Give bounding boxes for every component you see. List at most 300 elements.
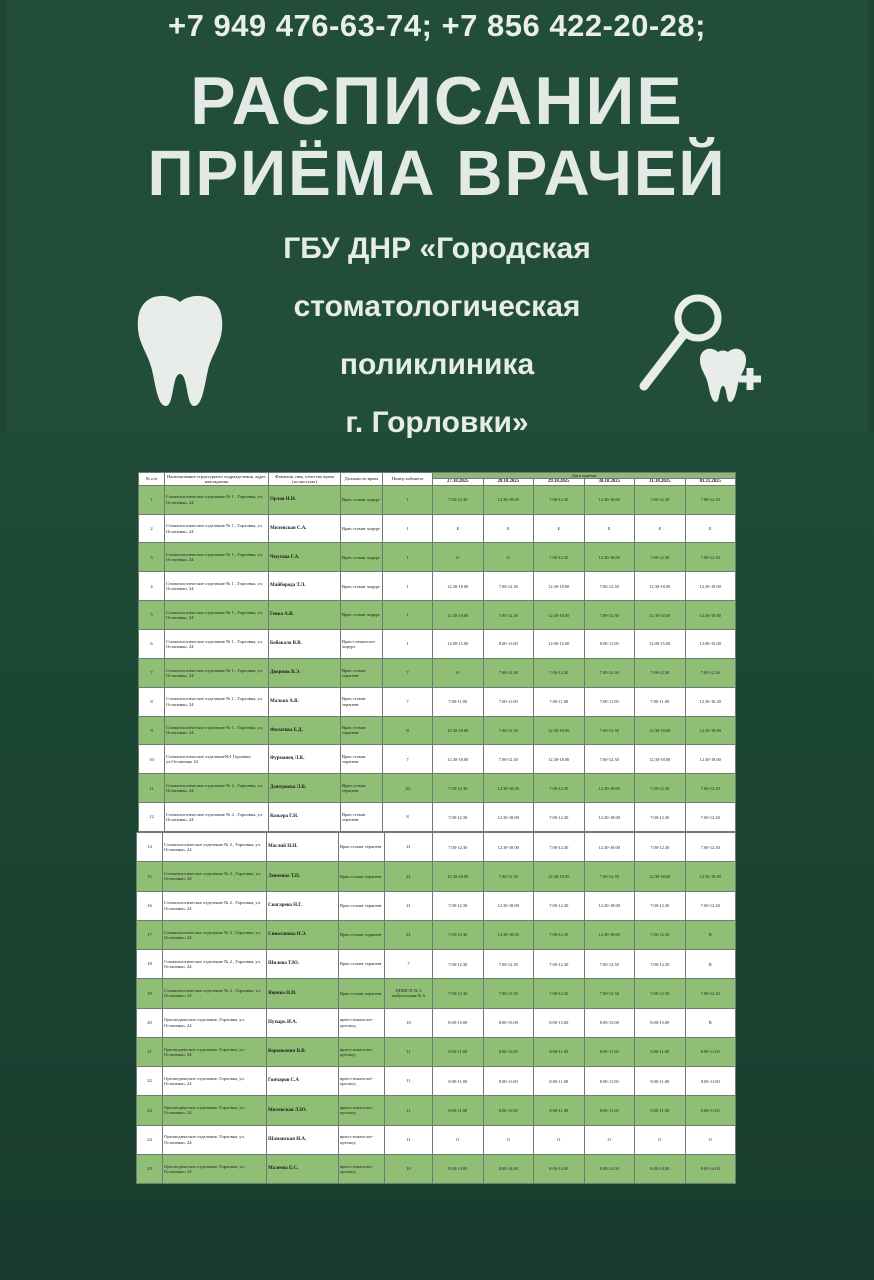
table-row: [139, 716, 736, 745]
row-department: Стоматологическое отделение № 2 , Горловка, ул. Остапенко, 24: [163, 950, 267, 979]
row-slot: 7.00-12.30: [584, 658, 635, 687]
row-slot: 8.00-14.00: [483, 1154, 534, 1183]
row-slot: 12.30-18.00: [635, 716, 686, 745]
row-slot: 7.00-12.30: [685, 803, 736, 832]
row-position: врач-стоматолог-ортопед: [339, 1154, 385, 1183]
row-slot: 7.00-12.30: [635, 920, 686, 949]
row-slot: 12.30-18.00: [433, 745, 484, 774]
row-number: 11: [139, 774, 165, 803]
row-slot: О: [433, 658, 484, 687]
row-room: 21: [385, 833, 433, 862]
row-room: 8: [383, 716, 433, 745]
row-slot: 7.00-12.30: [635, 891, 686, 920]
row-slot: 8.00-14.00: [433, 1154, 484, 1183]
row-slot: 7.00-12.30: [534, 920, 585, 949]
table-row: [139, 803, 736, 832]
row-slot: 8.00-11.00: [685, 1096, 736, 1125]
row-slot: 8.00-15.00: [483, 1008, 534, 1037]
row-slot: 12.30-18.00: [534, 572, 585, 601]
row-room: 7: [385, 950, 433, 979]
row-number: 8: [139, 687, 165, 716]
table-row: [137, 950, 736, 979]
row-room: 11: [385, 1125, 433, 1154]
row-slot: 8.00-11.00: [685, 1037, 736, 1066]
page-title-line2: ПРИЁМА ВРАЧЕЙ: [147, 137, 727, 209]
row-slot: 12.30-18.00: [433, 716, 484, 745]
col-header-dept: Наименование структурного подразделения, адрес нахождения: [165, 473, 269, 486]
row-slot: 7.00-12.30: [685, 543, 736, 572]
row-slot: 7.00-11.00: [433, 687, 484, 716]
row-department: Стоматологическое отделение № 1 , Горловка, ул. Остапенко, 24: [165, 543, 269, 572]
row-department: Стоматологическое отделение№1 Горловка ул.Остапенко 24: [165, 745, 269, 774]
row-position: Врач стомат хирург: [341, 485, 383, 514]
row-slot: 8.00-15.00: [635, 1008, 686, 1037]
row-department: Стоматологическое отделение № 2 , Горловка, ул. Остапенко, 24: [163, 862, 267, 891]
row-slot: 7.00-12.30: [433, 891, 484, 920]
row-position: Врач стомат хирург: [341, 514, 383, 543]
row-slot: 8.00-11.00: [635, 1096, 686, 1125]
row-doctor-name: Синолапова Н.Э.: [267, 920, 339, 949]
row-slot: 12.30-18.00: [584, 774, 635, 803]
row-position: врач-стоматолог-ортопед: [339, 1096, 385, 1125]
row-slot: Б: [433, 514, 484, 543]
row-room: 21: [385, 891, 433, 920]
row-doctor-name: Шилова Т.Ю.: [267, 950, 339, 979]
row-room: 11: [385, 1037, 433, 1066]
row-slot: 12.00-15.00: [534, 630, 585, 659]
row-number: 5: [139, 601, 165, 630]
row-slot: 8.00-14.00: [685, 1154, 736, 1183]
table-row: [139, 572, 736, 601]
row-slot: 12.30-18.00: [635, 862, 686, 891]
table-row: [137, 1037, 736, 1066]
row-department: Стоматологическое отделение № 2 , Горловка, ул. Остапенко, 24: [163, 833, 267, 862]
row-slot: Б: [483, 514, 534, 543]
schedule-table-part1: [138, 472, 736, 832]
row-slot: 7.00-12.30: [534, 833, 585, 862]
table-row: [139, 658, 736, 687]
row-number: 25: [137, 1154, 163, 1183]
row-number: 23: [137, 1096, 163, 1125]
row-slot: 8.00-14.00: [534, 1154, 585, 1183]
row-slot: 7.00-12.30: [584, 716, 635, 745]
row-slot: 7.00-11.00: [584, 687, 635, 716]
date-header: 28.10.2025: [483, 479, 534, 486]
row-position: врач-стоматолог-ортопед: [339, 1125, 385, 1154]
row-slot: 12.30-18.00: [685, 716, 736, 745]
row-slot: О: [433, 1125, 484, 1154]
row-slot: 7.00-12.30: [483, 862, 534, 891]
date-header: 31.10.2025: [635, 479, 686, 486]
row-slot: 12.30-18.00: [534, 862, 585, 891]
row-slot: 12.30-18.00: [483, 803, 534, 832]
row-slot: 8.00-11.00: [483, 1067, 534, 1096]
col-header-num: № п/п: [139, 473, 165, 486]
row-slot: 7.00-12.30: [433, 485, 484, 514]
row-slot: 7.00-12.30: [534, 891, 585, 920]
org-line: г. Горловки»: [345, 406, 529, 439]
table-row: [139, 543, 736, 572]
row-position: Врач-стоматолог-хирург: [341, 630, 383, 659]
row-department: Стоматологическое отделение № 2 , Горловка, ул. Остапенко, 24: [165, 803, 269, 832]
row-slot: 7.00-12.30: [635, 950, 686, 979]
phone-numbers: +7 949 476-63-74; +7 856 422-20-28;: [167, 8, 706, 43]
col-header-position: Должность врача: [341, 473, 383, 486]
row-position: Врач стомат терапевт: [339, 950, 385, 979]
table-row: [137, 1096, 736, 1125]
row-department: Ортопедическое отделение, Горловка, ул. Остапенко, 24: [163, 1154, 267, 1183]
row-slot: 7.00-12.30: [685, 774, 736, 803]
table-row: [137, 920, 736, 949]
row-number: 9: [139, 716, 165, 745]
row-slot: 8.00-11.00: [433, 1067, 484, 1096]
row-doctor-name: Маслий Н.Н.: [267, 833, 339, 862]
row-slot: 12.30-18.00: [685, 862, 736, 891]
row-slot: 7.00-12.30: [584, 862, 635, 891]
row-doctor-name: Яценко Н.И.: [267, 979, 339, 1008]
row-position: врач-стоматолог-ортопед: [339, 1067, 385, 1096]
row-slot: 7.00-12.30: [483, 716, 534, 745]
col-header-room: Номер кабинета: [383, 473, 433, 486]
row-doctor-name: Милевская С.А.: [269, 514, 341, 543]
row-slot: В: [685, 1008, 736, 1037]
row-number: 14: [137, 833, 163, 862]
table-row: [139, 630, 736, 659]
row-number: 21: [137, 1037, 163, 1066]
row-slot: О: [635, 1125, 686, 1154]
row-slot: 12.30-18.00: [534, 745, 585, 774]
row-department: Стоматологическое отделение № 1 , Горловка, ул. Остапенко, 24: [165, 687, 269, 716]
table-row: [139, 687, 736, 716]
row-slot: 12.30-18.00: [584, 543, 635, 572]
org-line: поликлиника: [339, 348, 535, 381]
row-number: 6: [139, 630, 165, 659]
date-header: 01.11.2025: [685, 479, 736, 486]
row-number: 24: [137, 1125, 163, 1154]
row-number: 2: [139, 514, 165, 543]
row-position: Врач стомат терапевт: [339, 891, 385, 920]
row-slot: 7.00-11.00: [483, 687, 534, 716]
row-room: 20: [383, 774, 433, 803]
row-slot: О: [534, 1125, 585, 1154]
row-slot: 8.00-11.00: [584, 1067, 635, 1096]
row-slot: 12.30-18.00: [433, 601, 484, 630]
row-slot: 12.30-18.00: [534, 601, 585, 630]
row-slot: 7.00-12.30: [483, 950, 534, 979]
row-position: Врач стомат хирург: [341, 572, 383, 601]
row-department: Стоматологическое отделение № 1 , Горловка, ул. Остапенко, 24: [165, 630, 269, 659]
row-room: 1: [383, 572, 433, 601]
row-slot: 7.00-12.30: [483, 658, 534, 687]
row-slot: 7.00-12.30: [433, 920, 484, 949]
row-slot: 7.00-12.30: [635, 803, 686, 832]
tooth-icon: [130, 290, 230, 410]
row-department: Ортопедическое отделение, Горловка, ул. Остапенко, 24: [163, 1096, 267, 1125]
table-row: [137, 833, 736, 862]
row-slot: 7.00-12.30: [534, 658, 585, 687]
row-slot: 7.00-12.30: [635, 485, 686, 514]
row-room: 10: [385, 1154, 433, 1183]
row-slot: Б: [584, 514, 635, 543]
page-title-line1: РАСПИСАНИЕ: [190, 63, 684, 139]
row-slot: В: [685, 950, 736, 979]
row-room: 11: [385, 1096, 433, 1125]
row-slot: 7.00-12.30: [584, 950, 635, 979]
row-doctor-name: Гевка А.В.: [269, 601, 341, 630]
row-room: 10: [385, 1008, 433, 1037]
row-slot: 12.30-18.00: [433, 862, 484, 891]
row-slot: 7.00-12.30: [534, 485, 585, 514]
row-slot: 7.00-12.30: [635, 658, 686, 687]
row-slot: 7.00-12.30: [433, 774, 484, 803]
table-row: [137, 1125, 736, 1154]
row-slot: 7.00-12.30: [534, 979, 585, 1008]
row-room: 11: [385, 1067, 433, 1096]
row-doctor-name: Левченко Т.П.: [267, 862, 339, 891]
row-position: Врач стомат терапевт: [341, 745, 383, 774]
row-doctor-name: Майборода Т.Л.: [269, 572, 341, 601]
table-row: [139, 485, 736, 514]
table-row: [137, 1067, 736, 1096]
row-position: врач-стоматолог-ортопед: [339, 1037, 385, 1066]
row-number: 18: [137, 950, 163, 979]
row-position: Врач стомат терапевт: [341, 687, 383, 716]
row-slot: 12.30-18.00: [483, 920, 534, 949]
row-slot: 7.00-12.30: [534, 950, 585, 979]
row-slot: 12.30-18.00: [483, 774, 534, 803]
row-slot: 7.00-12.30: [635, 774, 686, 803]
row-number: 15: [137, 862, 163, 891]
row-department: Стоматологическое отделение № 1 , Горловка, ул. Остапенко, 24: [165, 572, 269, 601]
row-slot: 7.00-12.30: [433, 979, 484, 1008]
row-slot: 12.30-18.00: [433, 572, 484, 601]
row-slot: 7.00-12.30: [534, 803, 585, 832]
row-slot: 8.00-11.00: [635, 1037, 686, 1066]
row-room: 21: [385, 920, 433, 949]
row-doctor-name: Филатова Е.Д.: [269, 716, 341, 745]
row-department: Ортопедическое отделение, Горловка, ул. Остапенко, 24: [163, 1008, 267, 1037]
row-slot: 12.00-15.00: [685, 630, 736, 659]
row-doctor-name: Шаманская И.А.: [267, 1125, 339, 1154]
row-slot: 8.00-11.00: [584, 630, 635, 659]
row-slot: 12.30-18.00: [483, 891, 534, 920]
row-position: Врач стомат терапевт: [341, 803, 383, 832]
row-doctor-name: Гончаров С.А: [267, 1067, 339, 1096]
row-slot: 12.30-18.00: [685, 572, 736, 601]
row-department: Стоматологическое отделение № 2 , Горловка, ул. Остапенко, 24: [165, 774, 269, 803]
row-slot: 8.00-15.00: [534, 1008, 585, 1037]
row-position: Врач стомат терапевт: [341, 774, 383, 803]
row-department: Стоматологическое отделение № 1 , Горловка, ул. Остапенко, 24: [165, 601, 269, 630]
row-slot: 8.00-11.00: [483, 1096, 534, 1125]
row-room: 1: [383, 630, 433, 659]
row-number: 16: [137, 891, 163, 920]
row-slot: 12.30-18.00: [635, 601, 686, 630]
row-number: 22: [137, 1067, 163, 1096]
row-department: Стоматологическое отделение № 2 , Горловка, ул. Остапенко, 24: [163, 891, 267, 920]
row-position: Врач стомат хирург: [341, 601, 383, 630]
row-number: 12: [139, 803, 165, 832]
row-slot: 8.00-14.00: [584, 1154, 635, 1183]
org-line: стоматологическая: [293, 290, 581, 323]
row-doctor-name: Малеева Е.С.: [267, 1154, 339, 1183]
row-doctor-name: Бобокало В.В.: [269, 630, 341, 659]
row-slot: 7.00-12.30: [584, 979, 635, 1008]
date-header: 29.10.2025: [534, 479, 585, 486]
row-slot: 12.30-18.00: [685, 601, 736, 630]
schedule-table-part2: [136, 832, 736, 1184]
row-slot: 7.00-12.30: [483, 601, 534, 630]
row-slot: 7.00-12.30: [685, 979, 736, 1008]
row-room: 7: [383, 745, 433, 774]
row-slot: О: [433, 543, 484, 572]
row-slot: 12.30-18.00: [635, 572, 686, 601]
row-room: 8: [383, 803, 433, 832]
row-position: Врач стомат терапевт: [339, 862, 385, 891]
row-slot: 7.00-11.00: [534, 687, 585, 716]
row-slot: 7.00-12.30: [635, 833, 686, 862]
row-slot: 7.00-12.30: [483, 979, 534, 1008]
row-slot: 12.30-18.00: [635, 745, 686, 774]
row-position: врач-стоматолог-ортопед: [339, 1008, 385, 1037]
row-slot: 12.30-18.00: [483, 485, 534, 514]
row-slot: 12.30-18.00: [584, 485, 635, 514]
row-slot: 8.00-14.00: [635, 1154, 686, 1183]
row-slot: 12.00-15.00: [433, 630, 484, 659]
date-header: 27.10.2025: [433, 479, 484, 486]
row-position: Врач стомат терапевт: [339, 920, 385, 949]
row-room: 1: [383, 601, 433, 630]
row-doctor-name: Дмитриева Л.В.: [269, 774, 341, 803]
row-slot: 7.00-12.30: [635, 979, 686, 1008]
table-row: [137, 891, 736, 920]
row-slot: 8.00-11.00: [635, 1067, 686, 1096]
table-row: [139, 774, 736, 803]
row-slot: 8.00-11.00: [483, 630, 534, 659]
row-position: Врач стомат терапевт: [341, 716, 383, 745]
row-number: 1: [139, 485, 165, 514]
row-slot: 12.30-16.30: [685, 687, 736, 716]
row-slot: 7.00-12.30: [685, 485, 736, 514]
row-room: ЦПМСП № 2 амбулатория № 6: [385, 979, 433, 1008]
row-department: Ортопедическое отделение, Горловка, ул. Остапенко, 24: [163, 1037, 267, 1066]
row-doctor-name: Пузырь И.А.: [267, 1008, 339, 1037]
row-department: Ортопедическое отделение, Горловка, ул. Остапенко, 24: [163, 1067, 267, 1096]
row-number: 20: [137, 1008, 163, 1037]
row-slot: 8.00-11.00: [685, 1067, 736, 1096]
date-header: 30.10.2025: [584, 479, 635, 486]
table-row: [139, 601, 736, 630]
org-line: ГБУ ДНР «Городская: [283, 232, 591, 265]
row-slot: 7.00-12.30: [685, 833, 736, 862]
row-number: 10: [139, 745, 165, 774]
row-doctor-name: Скогарева Н.Г.: [267, 891, 339, 920]
row-slot: 7.00-12.30: [685, 891, 736, 920]
row-department: Стоматологическое отделение № 1 , Горловка, ул. Остапенко, 24: [165, 485, 269, 514]
row-slot: 12.30-18.00: [584, 803, 635, 832]
row-slot: 12.30-18.00: [584, 891, 635, 920]
row-doctor-name: Воронкевич В.В.: [267, 1037, 339, 1066]
table-row: [139, 745, 736, 774]
row-number: 17: [137, 920, 163, 949]
row-number: 19: [137, 979, 163, 1008]
row-number: 7: [139, 658, 165, 687]
row-slot: 7.00-12.30: [584, 601, 635, 630]
row-slot: Б: [685, 514, 736, 543]
row-department: Стоматологическое отделение № 2 , Горловка, ул. Остапенко, 24: [163, 920, 267, 949]
row-room: 1: [383, 514, 433, 543]
row-slot: О: [483, 543, 534, 572]
row-slot: 8.00-11.00: [584, 1037, 635, 1066]
row-slot: 8.00-11.00: [433, 1037, 484, 1066]
row-doctor-name: Дворник В.Э.: [269, 658, 341, 687]
row-slot: 7.00-12.30: [433, 833, 484, 862]
row-slot: 12.30-18.00: [534, 716, 585, 745]
row-department: Стоматологическое отделение № 1 , Горловка, ул. Остапенко, 24: [165, 658, 269, 687]
row-position: Врач стомат терапевт: [341, 658, 383, 687]
row-number: 3: [139, 543, 165, 572]
row-slot: О: [584, 1125, 635, 1154]
row-slot: 7.00-11.00: [635, 687, 686, 716]
row-slot: 7.00-12.30: [534, 774, 585, 803]
row-slot: 8.00-11.00: [433, 1096, 484, 1125]
row-department: Стоматологическое отделение № 1 , Горловка, ул. Остапенко, 24: [165, 514, 269, 543]
row-slot: 8.00-11.00: [584, 1096, 635, 1125]
row-slot: 8.00-11.00: [534, 1037, 585, 1066]
row-doctor-name: Фурманец Л.К.: [269, 745, 341, 774]
row-slot: 7.00-12.30: [685, 658, 736, 687]
row-slot: 7.00-12.30: [483, 572, 534, 601]
col-header-name: Фамилия, имя, отчество врача (полностью): [269, 473, 341, 486]
table-row: [137, 1154, 736, 1183]
row-department: Ортопедическое отделение, Горловка, ул. Остапенко, 24: [163, 1125, 267, 1154]
row-slot: 7.00-12.30: [433, 950, 484, 979]
row-slot: 8.00-11.00: [483, 1037, 534, 1066]
row-position: Врач стомат хирург: [341, 543, 383, 572]
row-doctor-name: Милевская Л.Ю.: [267, 1096, 339, 1125]
row-room: 7: [383, 687, 433, 716]
row-slot: 12.00-15.00: [635, 630, 686, 659]
row-number: 4: [139, 572, 165, 601]
table-row: [137, 979, 736, 1008]
row-slot: Б: [635, 514, 686, 543]
row-slot: 8.00-15.00: [584, 1008, 635, 1037]
row-slot: 7.00-12.30: [584, 745, 635, 774]
row-room: 7: [383, 658, 433, 687]
row-slot: 7.00-12.30: [534, 543, 585, 572]
row-slot: 7.00-12.30: [584, 572, 635, 601]
row-slot: О: [483, 1125, 534, 1154]
row-slot: 12.30-18.00: [584, 833, 635, 862]
row-position: Врач стомат терапевт: [339, 833, 385, 862]
row-position: Врач стомат терапевт: [339, 979, 385, 1008]
row-slot: 12.30-18.00: [685, 745, 736, 774]
row-doctor-name: Чмутова Г.А.: [269, 543, 341, 572]
table-row: [137, 1008, 736, 1037]
row-doctor-name: Орлов Н.Н.: [269, 485, 341, 514]
row-slot: В: [685, 920, 736, 949]
row-slot: 8.00-11.00: [534, 1096, 585, 1125]
row-room: 21: [385, 862, 433, 891]
table-row: [137, 862, 736, 891]
row-department: Стоматологическое отделение № 2 , Горловка, ул. Остапенко, 24: [163, 979, 267, 1008]
row-department: Стоматологическое отделение № 1 , Горловка, ул. Остапенко, 24: [165, 716, 269, 745]
row-doctor-name: Козьера Г.Н.: [269, 803, 341, 832]
table-row: [139, 514, 736, 543]
row-room: 1: [383, 485, 433, 514]
row-room: 1: [383, 543, 433, 572]
row-slot: 12.30-18.00: [483, 833, 534, 862]
